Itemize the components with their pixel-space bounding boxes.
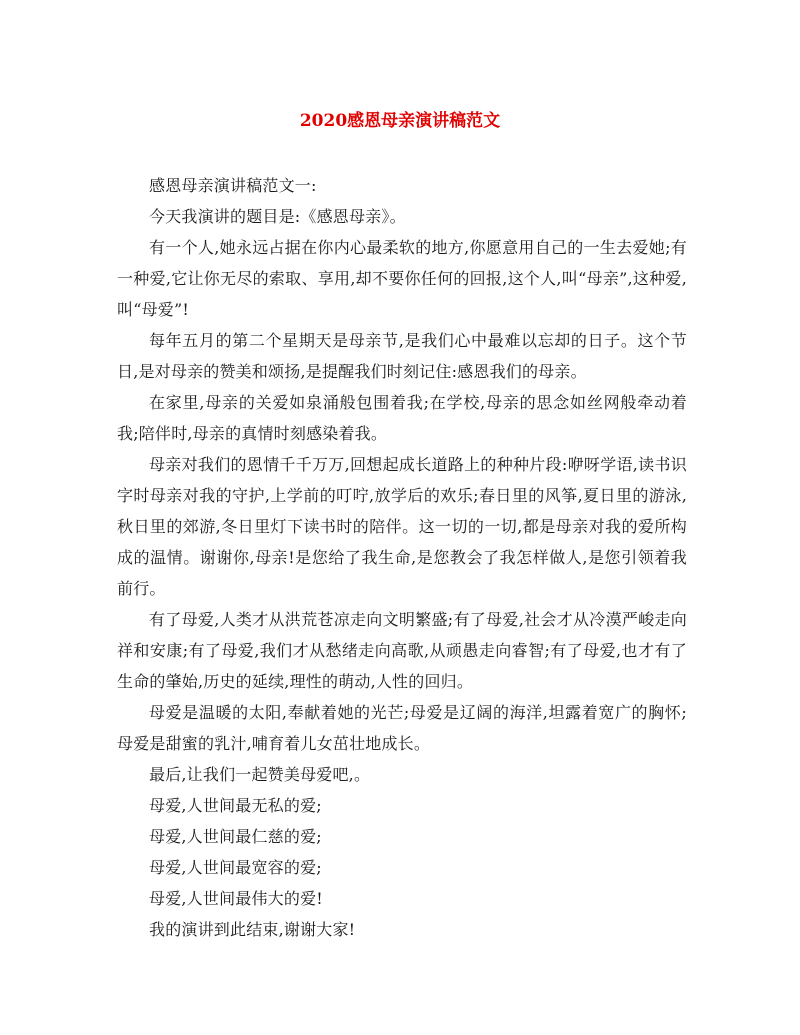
paragraph: 母亲对我们的恩情千千万万,回想起成长道路上的种种片段:咿呀学语,读书识字时母亲对我的守护,上学前的叮咛,放学后的欢乐;春日里的风筝,夏日里的游泳,秋日里的郊游,冬日里灯下读书时的陪伴。这一切的一切,都是母亲对我的爱所构成的温情。谢谢你,母亲!是您给了我生命,是您教会了我怎样做人,是您引领着我前行。	[117, 455, 687, 598]
paragraph: 有了母爱,人类才从洪荒苍凉走向文明繁盛;有了母爱,社会才从冷漠严峻走向祥和安康;有了母爱,我们才从愁绪走向高歌,从顽愚走向睿智;有了母爱,也才有了生命的肇始,历史的延续,理性的萌动,人性的回归。	[117, 610, 687, 691]
paragraph: 今天我演讲的题目是:《感恩母亲》。	[149, 207, 406, 226]
paragraph: 母爱,人世间最仁慈的爱;	[149, 827, 322, 846]
paragraph: 母爱,人世间最宽容的爱;	[149, 858, 322, 877]
paragraph: 母爱,人世间最无私的爱;	[149, 796, 322, 815]
document-title: 2020感恩母亲演讲稿范文	[299, 111, 501, 131]
paragraph-heading: 感恩母亲演讲稿范文一:	[149, 176, 317, 195]
document-body	[117, 170, 687, 945]
paragraph: 每年五月的第二个星期天是母亲节,是我们心中最难以忘却的日子。这个节日,是对母亲的赞美和颂扬,是提醒我们时刻记住:感恩我们的母亲。	[117, 331, 687, 381]
paragraph: 母爱是温暖的太阳,奉献着她的光芒;母爱是辽阔的海洋,坦露着宽广的胸怀;母爱是甜蜜的乳汁,哺育着儿女茁壮地成长。	[117, 703, 687, 753]
paragraph: 有一个人,她永远占据在你内心最柔软的地方,你愿意用自己的一生去爱她;有一种爱,它让你无尽的索取、享用,却不要你任何的回报,这个人,叫“母亲”,这种爱,叫“母爱”!	[117, 238, 687, 319]
paragraph: 在家里,母亲的关爱如泉涌般包围着我;在学校,母亲的思念如丝网般牵动着我;陪伴时,母亲的真情时刻感染着我。	[117, 393, 687, 443]
paragraph-closing: 我的演讲到此结束,谢谢大家!	[149, 920, 356, 939]
paragraph: 母爱,人世间最伟大的爱!	[149, 889, 323, 908]
paragraph: 最后,让我们一起赞美母爱吧,。	[149, 765, 371, 784]
